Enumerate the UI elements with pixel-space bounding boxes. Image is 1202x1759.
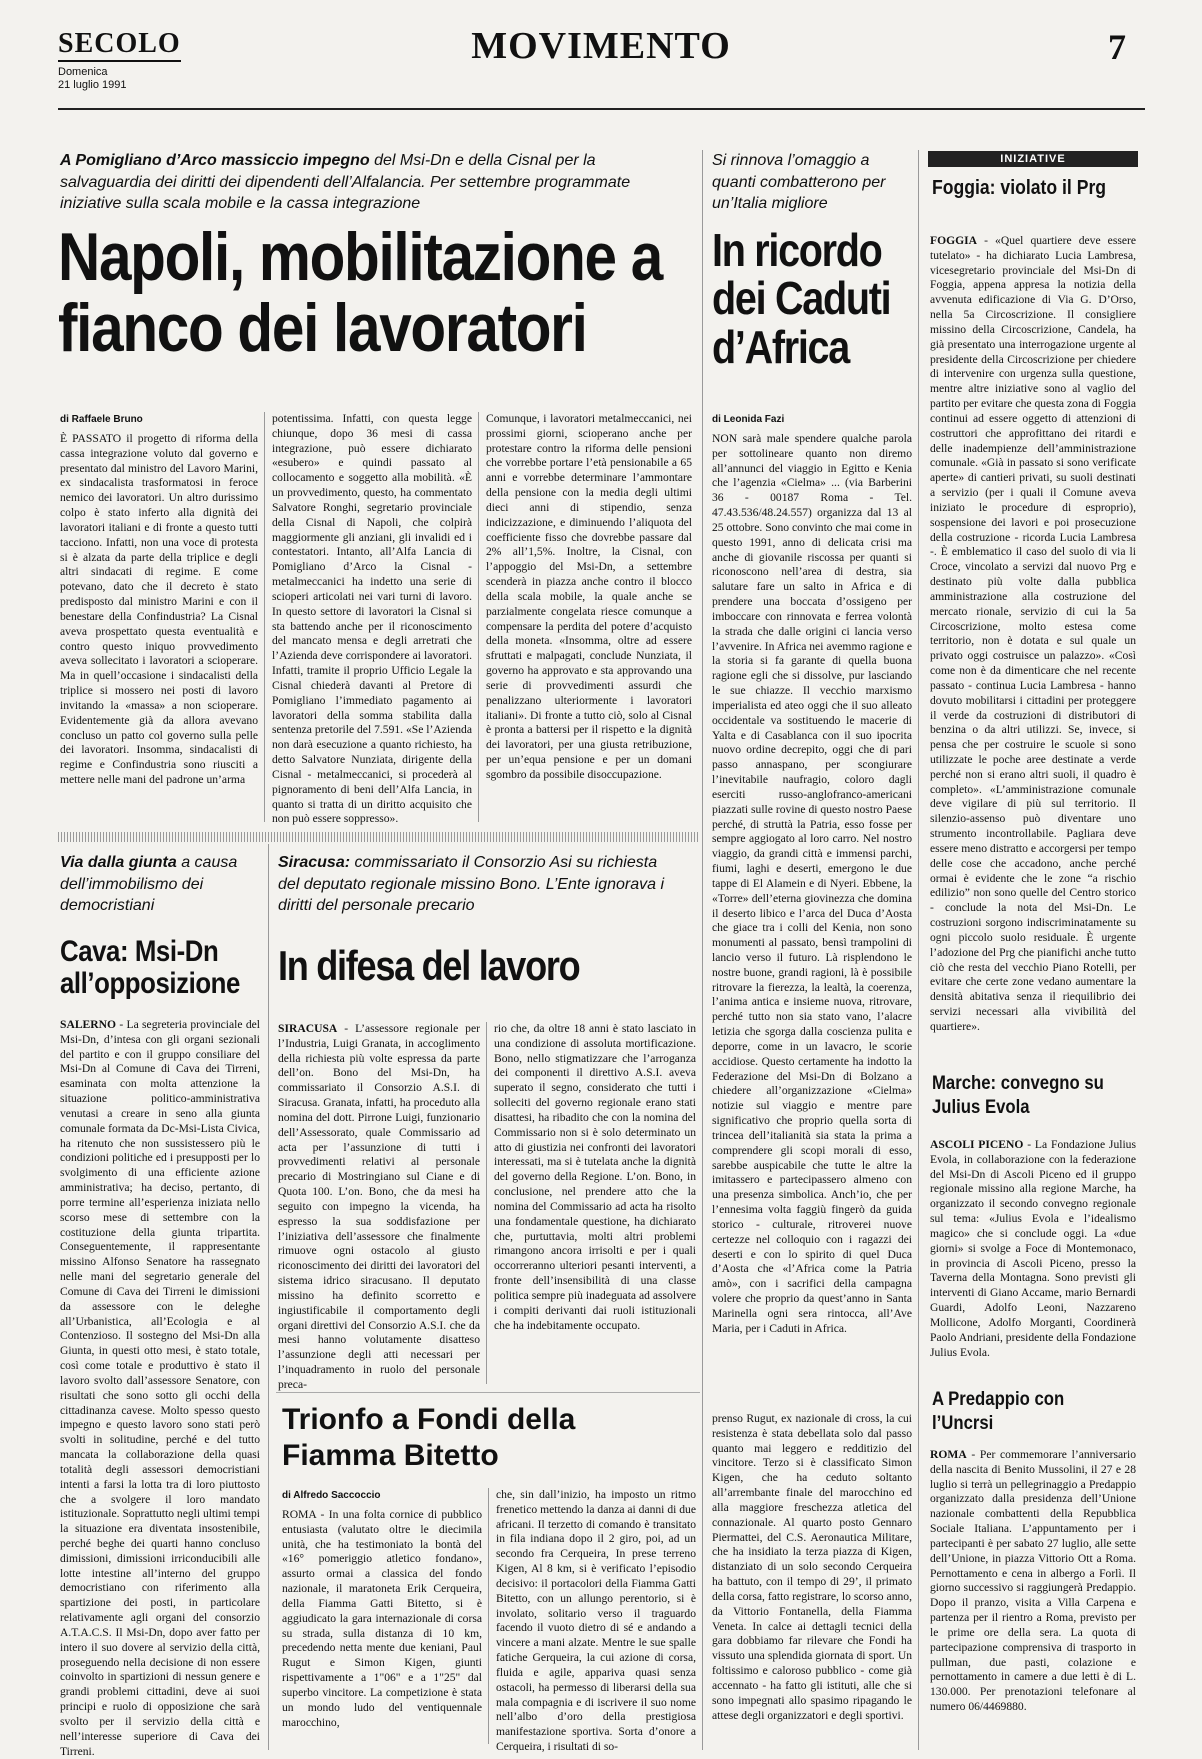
- issue-date-value: 21 luglio 1991: [58, 78, 127, 91]
- cava-kicker-rest: a causa dell’immobilismo dei democristiani: [60, 854, 238, 915]
- column-rule: [478, 412, 479, 822]
- foggia-article-body: [930, 234, 1136, 1052]
- africa-body-text: NON sarà male spendere qualche parola per sottolineare quanto non diremo all’annunci del viaggio in Egitto e Kenia che l’agenzia «Cielma» ... (via Barberini 36 - 00187 Roma - Tel. 47.43.536/48.24.557) organizza dal 13 al 25 ottobre. Sono convinto che mai come in questo 1991, anno di delicata crisi ma anche di giovanile riscossa per quanti si riconoscono nell’area di destra, sia salutare fare un salto in Africa e di prendere una boccata d’ossigeno per imboccare con rinnovata e ferrea volontà la strada che dalle origini ci lancia verso l’avvenire. In Africa nei avemmo ragione e la storia si fa garante di quella buona ragione egli che si dissolve, pur lasciando le sue chiazze. Il vecchio marxismo imperialista ed ateo oggi che il suo alleato occidentale va sostituendo le macerie di Yalta e di Casablanca con il suo ipocrita nuovo ordine decrepito, oggi che di pari passo annaspano, per scongiurare l’inevitabile naufragio, coloro dagli eserciti russo-anglofranco-americani piazzati sulle rovine di questo nostro Paese perché, di struttà la Patria, esso fosse per sempre aggiogato al loro carro. Nel nostro viaggio, da grandi città e immensi parchi, fiumi, laghi e deserti, emergono le due tappe di El Alamein e di Nyeri. Ebbene, la «Torre» dell’eterna giovinezza che domina il deserto libico e l’arca del Duca d’Aosta che giace tra i colli del Kenia, non sono monumenti al passato, bensì trampolini di lancio verso il futuro. Là risplendono le nostre buone, grandi ragioni, là è possibile ritrovare la fierezza, la lealtà, la coerenza, l’anima antica e insieme nuova, ritrovare, perché tutto non sia stato vano, l’alacre letizia che sgorga dalla coscienza pulita e deporre, come in un lavacro, le scorie accidiose. Questo certamente ha indotto la Federazione del Msi-Dn di Bolzano a chiedere all’organizzazione «Cielma» notizie sul viaggio e mentre pare significativo che proprio quella sorta di trincea dell’italianità sia stata la prima a comprendere gli scopi morali di esso, sarebbe auspicabile che tutte le altre la imitassero e partecipassero almeno con una presenza simbolica. Anch’io, che per l’ennesima volta faggiù fingerò da guida storico - culturale, ritroverei nuove certezze nel colloquio con i ragazzi dei deserti e con lo spirito di quel Duca d’Aosta che «l’Africa come la Patria amò», con i sacrifici della campagna volere che proprio da quest’anno in Santa Marinella ogni sera rintocca, all’Ave Maria, per i Caduti in Africa.: [712, 432, 912, 1335]
- africa-article-headline: In ricordo dei Caduti d’Africa: [712, 224, 891, 373]
- section-divider: [58, 832, 698, 842]
- siracusa-col1-text: [278, 1022, 480, 1393]
- sidebar-badge: INIZIATIVE: [928, 151, 1138, 167]
- main-col3-text: Comunque, i lavoratori metalmeccanici, nei prossimi giorni, scioperano anche per protestare contro la riforma delle pensioni che vorrebbe portare l’età pensionabile a 65 anni e vorrebbe determinare l’ammontare della pensione con la media degli ultimi dieci anni di stipendio, senza indicizzazione, e diminuendo l’aliquota del coefficiente fisso che dovrebbe passare dal 2% all’1,5%. Inoltre, la Cisnal, con l’appoggio del Msi-Dn, a settembre scenderà in piazza anche contro il blocco della scala mobile, la quale anche se parzialmente congelata riesce comunque a compensare la perdita del potere d’acquisto della moneta. «Insomma, oltre ad essere sfruttati e malpagati, conclude Nunziata, il governo ha approvato e sta approvando una serie di provvedimenti assurdi che penalizzano ulteriormente i lavoratori italiani». Di fronte a tutto ciò, solo al Cisnal è pronta a battersi per il rispetto e la dignità dei lavoratori, per una giusta retribuzione, per un’equa pensione e per un domani sgombro da possibile disoccupazione.: [486, 412, 692, 781]
- siracusa-article-headline: In difesa del lavoro: [278, 942, 580, 989]
- cava-body-text: [60, 1018, 260, 1759]
- newspaper-logo: SECOLO: [58, 30, 181, 62]
- siracusa-col1-body: - L’assessore regionale per l’Industria, Luigi Granata, in accoglimento della richiesta più volte espressa da parte dell’on. Bono del Msi-Dn, ha commissariato il Consorzio A.S.I. di Siracusa. Granata, infatti, ha proceduto alla nomina del dott. Pirrone Luigi, funzionario dell’Assessorato, quale Commissario ad acta per l’assunzione di tutti i provvedimenti relativi al personale precario di Mostringiano sul Ciane e di Quota 100. L’on. Bono, che da mesi ha seguito con impegno la vicenda, ha espresso la sua soddisfazione per l’iniziativa dell’assessore che finalmente rimuove ogni ostacolo al giusto riconoscimento dei diritti dei lavoratori del sistema idrico siracusano. Il deputato missino ha definito scorretto e ingiustificabile il comportamento degli organi direttivi del Consorzio A.S.I. che da mesi hanno volutamente disatteso l’assunzione degli atti necessari per l’inquadramento in ruolo del personale preca-: [278, 1022, 480, 1391]
- fondi-article-column-1: [282, 1508, 482, 1744]
- foggia-dateline: FOGGIA: [930, 234, 978, 247]
- fondi-article-headline: Trionfo a Fondi della Fiamma Bitetto: [282, 1403, 576, 1472]
- marche-text: - La Fondazione Julius Evola, in collaborazione con la federazione del Msi-Dn di Ascoli Piceno ed il gruppo regionale missino alla regione Marche, ha organizzato il secondo convegno regionale sul tema: «Julius Evola e l’idealismo magico» che si conclude oggi. La «due giorni» si svolge a Foce di Montemonaco, in provincia di Ascoli Piceno, presso la Taverna della Montagna. Sono previsti gli interventi di Giano Accame, mario Bernardi Guardi, Adolfo Leoni, Nazzareno Mollicone, Adolfo Morganti, Coordinerà Paolo Andriani, presidente della Fondazione Julius Evola.: [930, 1138, 1136, 1359]
- africa-article-byline: di Leonida Fazi: [712, 414, 785, 425]
- masthead-divider: [58, 108, 1145, 110]
- africa-article-kicker: Si rinnova l’omaggio a quanti combatterono per un’Italia migliore: [712, 152, 886, 213]
- cava-article-headline: Cava: Msi-Dn all’opposizione: [60, 935, 240, 1000]
- main-article-kicker: [60, 150, 680, 215]
- main-article-headline: Napoli, mobilitazione a fianco dei lavoratori: [58, 219, 662, 367]
- main-article-column-1: [60, 432, 258, 822]
- cava-text: - La segreteria provinciale del Msi-Dn, d’intesa con gli organi sezionali del partito e con il gruppo consiliare del Msi-Dn al Comune di Cava dei Tirreni, esaminata con molta attenzione la situazione politico-amministrativa venutasi a creare in seno alla giunta comunale formata da Dc-Msi-Lista Civica, ha ritenuto che non sussistessero più le condizioni politiche ed i presupposti per lo svolgimento di una efficiente azione amministrativa; ha deciso, pertanto, di porre termine all’esperienza iniziata nello scorso mese di settembre con la costituzione della giunta tripartita. Conseguentemente, il rappresentante missino Alfonso Senatore ha rassegnato nelle mani del segretario generale del Comune di Cava dei Tirreni le dimissioni da assessore con le deleghe all’Urbanistica, all’Ecologia e al Contenzioso. Il sostegno del Msi-Dn alla Giunta, in questi otto mesi, è stato totale, così come totale e produttivo è stato il lavoro svolto dall’assessore Senatore, con risultati che sono sotto gli occhi della cittadinanza cavese. Molto spesso questo impegno e questo lavoro sono stati però svolti in solitudine, perché e del tutto mancata la collaborazione della quasi totalità degli assessori democristiani intenti a farsi la lotta tra di loro piuttosto che a svolgere il loro mandato istituzionale. Soprattutto negli ultimi tempi la situazione era diventata insostenibile, perché beghe dei quarti hanno concluso dimissioni, dimissioni irriconducibili alle lotte intestine all’interno del gruppo democristiano con riferimento alla spartizione dei posti, in particolare relativamente agli organi del consorzio A.T.A.C.S. Il Msi-Dn, dopo aver fatto per intero il suo dovere al servizio della città, proseguendo nella decisione di non essere coinvolto in spartizioni di nessun genere e grandi problemi cittadini, deve ai suoi principi e ruolo di opposizione che sarà svolto per il servizio della città e nell’interesse superiore di Cava dei Tirreni.: [60, 1018, 260, 1758]
- cava-kicker-bold: Via dalla giunta: [60, 854, 177, 871]
- africa-article-body: [712, 432, 912, 1532]
- main-kicker-bold: A Pomigliano d’Arco massiccio impegno: [60, 152, 370, 169]
- fondi-article-byline: di Alfredo Saccoccio: [282, 1490, 381, 1501]
- predappio-article-body: [930, 1448, 1136, 1740]
- column-rule: [264, 412, 265, 822]
- main-article-byline: di Raffaele Bruno: [60, 414, 143, 425]
- main-col1-text: È PASSATO il progetto di riforma della cassa integrazione voluto dal governo e presentato dal ministro del Lavoro Marini, ex sindacalista trasformatosi in feroce nemico dei lavoratori. Un altro durissimo colpo è stato inferto alla dignità dei lavoratori italiani e di fronte a questo tutti tacciono. Infatti, non una voce di protesta si è alzata da parte della triplice e degli altri sindacati di regime. E come potevano, dato che il decreto è stato predisposto dal ministro Marini e con il benestare della Confindustria? La Cisnal aveva prospettato questa eventualità e contro questo iniquo provvedimento aveva sollecitato i lavoratori a scioperare. Ma in quell’occasione i sindacalisti della triplice si mossero nei posti di lavoro invitando la «massa» a non scioperare. Evidentemente già da allora avevano concluso un patto col governo sulla pelle dei lavoratori. Insomma, sindacalisti di regime e Confindustria sono riusciti a mettere nelle mani del padrone un’arma: [60, 432, 258, 787]
- marche-dateline: ASCOLI PICENO: [930, 1138, 1024, 1151]
- siracusa-dateline: SIRACUSA: [278, 1022, 338, 1035]
- fondi-col3-text: prenso Rugut, ex nazionale di cross, la cui resistenza è stata debellata solo dal passo quanto mai leggero e redditizio del vincitore. Terzo si è classificato Simon Kigen, che ha ceduto soltanto all’arrembante finale del marocchino ed alla maggiore freschezza atletica del connazionale. Al quarto posto Gennaro Piermattei, del C.S. Aeronautica Militare, che ha insidiato la terza piazza di Kigen, distanziato di un solo secondo Cerqueira ha battuto, con il tempo di 29’, il primato della corsa, fatto registrare, lo scorso anno, da Vittorio Fontanella, della Fiamma Veneta. In calce ai dettagli tecnici della gara dobbiamo far rilevare che Fondi ha vissuto una splendida giornata di sport. Un foltissimo e caloroso pubblico - come già accennato - ha fatto gli istituti, alle che si sono impegnati allo spasimo ripagando le attese degli organizzatori e degli sportivi.: [712, 1412, 912, 1722]
- predappio-dateline: ROMA: [930, 1448, 967, 1461]
- marche-body-text: [930, 1138, 1136, 1360]
- fondi-article-column-3: [712, 1412, 912, 1744]
- siracusa-article-kicker: [278, 852, 678, 917]
- siracusa-kicker-bold: Siracusa:: [278, 854, 351, 871]
- fondi-col1-text: ROMA - In una folta cornice di pubblico entusiasta (valutato oltre le diecimila unità, che ha testimoniato la bontà del «16° pomeriggio atletico fondano», assurto ormai a classica del fondo nazionale, il maratoneta Erik Cerqueira, della Fiamma Gatti Bitetto, si è aggiudicato la gara internazionale di corsa su strada, sulla distanza di 10 km, precedendo netta mente due keniani, Paul Rugut e Simon Kigen, giunti rispettivamente a 1"06" e a 1"25" dal superbo vincitore. La competizione è stata un mondo ludo del ventiquennale marocchino,: [282, 1508, 482, 1729]
- section-divider: [276, 1392, 700, 1393]
- foggia-body-text: [930, 234, 1136, 1035]
- marche-article-body: [930, 1138, 1136, 1376]
- main-kicker-rest: del Msi-Dn e della Cisnal per la salvaguardia dei diritti dei dipendenti dell’Alfalancia. Per settembre programmate iniziative sulla scala mobile e la cassa integrazione: [60, 152, 631, 213]
- column-rule: [918, 150, 919, 1750]
- issue-day: Domenica: [58, 66, 108, 78]
- fondi-col2-text: che, sin dall’inizio, ha imposto un ritmo frenetico mettendo la danza ai danni di due africani. Il terzetto di comando è transitato in fila indiana dopo il 2 giro, poi, ad un secondo fra Cerqueira, In prese terreno Kigen, Al 8 km, si è verificato l’episodio decisivo: il portacolori della Fiamma Gatti Bitetto, con un allungo perentorio, si è involato, solitario verso il traguardo facendo il vuoto dietro di sé e andando a vincere a mani alzate. Mentre le sue spalle fatiche Gerqueira, la cui azione di corsa, fluida e agile, appariva quasi senza ostacoli, ha permesso di liberarsi della sua mala compagnia e di iscrivere il suo nome nell’albo d’oro della prestigiosa manifestazione sportiva. Sorta d’onore a Cerqueira, i risultati di so-: [496, 1488, 696, 1754]
- siracusa-col2-text: rio che, da oltre 18 anni è stato lasciato in una condizione di assoluta mortificazione. Bono, nello stigmatizzare che l’arroganza dei componenti il direttivo A.S.I. aveva superato il segno, considerato che tutti i solleciti del governo regionale erano stati disattesi, ha ribadito che con la nomina del Commissario non si è solo determinato un atto di giustizia nei confronti dei lavoratori interessati, ma si è tutelata anche la dignità del governo della Regione. L’on. Bono, in conclusione, nel prendere atto che la nomina del Commissario ad acta ha risolto una fondamentale questione, ha dichiarato che, purtuttavia, molti altri problemi rimangono ancora irrisolti e per i quali occorreranno ulteriori pesanti interventi, a fronte dell’insensibilità di una classe politica sempre più inadeguata ad assolvere i compiti derivanti dai ruoli istituzionali che ha indebitamente occupato.: [494, 1022, 696, 1332]
- main-article-column-2: [272, 412, 472, 826]
- foggia-text: - «Quel quartiere deve essere tutelato» - ha dichiarato Lucia Lambresa, vicesegretario provinciale del Msi-Dn di Foggia, appena appresa la notizia della avvenuta edificazione di Via G. D’Orso, nella 5a Circoscrizione. Il consigliere missino della Circoscrizione, Candela, ha già presentato una interrogazione urgente al presidente della Circoscrizione per chiedere di intervenire con urgenza sulla questione, mentre altre iniziative sono al vaglio del partito per evitare che questa zona di Foggia continui ad essere oggetto di attenzioni di costruttori che approfittano dei ritardi e delle inadempienze dell’amministrazione comunale. «Già in passato si sono verificate aperte» di cantieri privati, su suoli destinati a servizio (per i quali il Comune aveva iniziato le procedure di esproprio), sospensione dei lavori e poi prosecuzione della costruzione - ricorda Lucia Lambresa -. È emblematico il caso del suolo di via li Croce, vincolato a servizi dal nuovo Prg e destinato più volte dalla pubblica amministrazione alla costruzione del mercato rionale, servizio di cui la 5a Circoscrizione, molto estesa come territorio, non è dotata e sul quale un privato oggi costruisce un palazzo». «Così come non è da dimenticare che nel recente passato - continua Lucia Lambresa - hanno dovuto mobilitarsi i cittadini per proteggere il verde da costruzioni di distributori di benzina o da altri utilizzi. Se, invece, si pensa che per costruire le scuole si sono utilizzate le poche aree destinate a verde perché non si erano altri suoli, il quadro è completo». «L’amministrazione comunale deve vigilare di più sul territorio. Il silenzio-assenso può diventare uno strumento incontrollabile. Pagliara deve essere meno distratto e accorgersi per tempo delle cose che accadono, anche perché ormai è evidente che le zone “a rischio edilizio” non sono quelle del Centro storico - conclude la nota del Msi-Dn. Le costruzioni sorgono indiscriminatamente su ogni piccolo suolo residuale. È urgente l’adozione del Prg che pianifichi anche tutto ciò che resta del vecchio Piano Rotelli, per evitare che certe zone vedano aumentare la densità abitativa senza il riequilibrio dei servizi necessari alla vivibilità del quartiere».: [930, 234, 1136, 1033]
- main-article-column-3: [486, 412, 692, 822]
- main-col2-text: potentissima. Infatti, con questa legge chiunque, dopo 36 mesi di cassa integrazione, può essere dichiarato «esubero» e quindi passato al collocamento e soggetto alla mobilità. «È un provvedimento, questo, ha commentato Salvatore Ronghi, segretario provinciale della Cisnal di Napoli, che colpirà maggiormente gli anziani, gli invalidi ed i contestatori. Intanto, all’Alfa Lancia di Pomigliano d’Arco la Cisnal - metalmeccanici ha indetto una serie di scioperi articolati nei vari turni di lavoro. In questo settore di lavoratori la Cisnal si sta battendo anche per il riconoscimento del mancato mensa e degli arretrati che l’Azienda deve corrispondere ai lavoratori. Infatti, tramite il proprio Ufficio Legale la Cisnal chiederà davanti al Pretore di Pomigliano l’immediato pagamento ai lavoratori della somma stabilita dalla sentenza pretorile del 7.591. «Se l’Azienda non darà esecuzione a quanto richiesto, ha detto Salvatore Nunziata, dirigente della Cisnal - metalmeccanici, si procederà al pignoramento di beni dell’Alfa Lancia, in quanto si tratta di un diritto acquisito che non può essere soppresso».: [272, 412, 472, 826]
- siracusa-article-column-2: [494, 1022, 696, 1384]
- page-number: 7: [1108, 27, 1126, 67]
- marche-headline: Marche: convegno su Julius Evola: [932, 1073, 1104, 1118]
- siracusa-kicker-rest: commissariato il Consorzio Asi su richiesta del deputato regionale missino Bono. L’Ente ignorava i diritti del personale precario: [278, 854, 665, 915]
- foggia-headline: Foggia: violato il Prg: [932, 177, 1107, 199]
- siracusa-article-column-1: [278, 1022, 480, 1391]
- cava-dateline: SALERNO: [60, 1018, 117, 1031]
- column-rule: [268, 844, 269, 1750]
- column-rule: [702, 150, 703, 1750]
- predappio-body-text: [930, 1448, 1136, 1715]
- predappio-headline: A Predappio con l’Uncrsi: [932, 1389, 1065, 1434]
- cava-article-body: [60, 1018, 260, 1758]
- issue-date: [58, 66, 127, 91]
- section-title: MOVIMENTO: [471, 25, 731, 67]
- column-rule: [486, 1022, 487, 1384]
- column-rule: [488, 1488, 489, 1744]
- fondi-article-column-2: [496, 1488, 696, 1754]
- cava-article-kicker: [60, 852, 260, 917]
- predappio-text: - Per commemorare l’anniversario della nascita di Benito Mussolini, il 27 e 28 luglio si terrà un pellegrinaggio a Predappio organizzato dalla presidenza dell’Unione nazionale combattenti della Repubblica Sociale Italiana. L’appuntamento per i partecipanti è per sabato 27 luglio, alle sette dell’Unione, in piazza Vittorio Ott a Roma. Pernottamento e cena in albergo a Forlì. Il giorno successivo si raggiungerà Predappio. Dopo il pranzo, visita a Villa Carpena e partenza per il rientro a Roma, previsto per le prime ore della sera. La quota di partecipazione comprensiva di trasporto in pullman, due pasti, colazione e pernottamento in camere a due letti è di L. 130.000. Per prenotazioni telefonare al numero 06/4469880.: [930, 1448, 1136, 1714]
